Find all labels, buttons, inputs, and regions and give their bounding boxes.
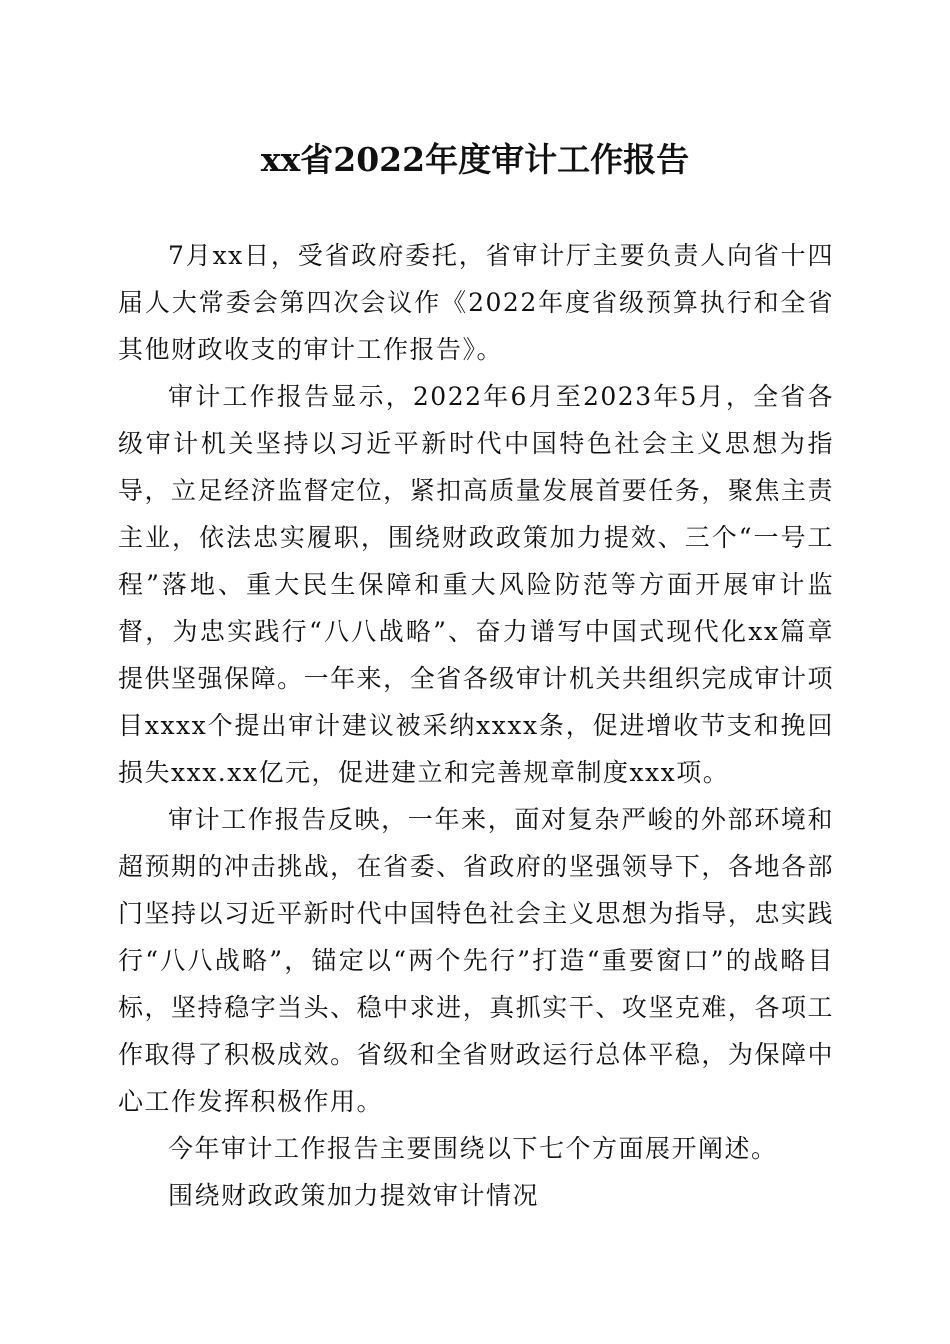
section-heading: 围绕财政政策加力提效审计情况 (168, 1181, 540, 1210)
paragraph-outline-intro: 今年审计工作报告主要围绕以下七个方面展开阐述。 (168, 1134, 778, 1163)
paragraph-report-summary: 审计工作报告显示，2022年6月至2023年5月，全省各级审计机关坚持以习近平新时代中国特色社会主义思想为指导，立足经济监督定位，紧扣高质量发展首要任务，聚焦主责主业，依法忠实履职，围绕财政政策加力提效、三个“一号工程”落地、重大民生保障和重大风险防范等方面开展审计监督，为忠实践行“八八战略”、奋力谱写中国式现代化xx篇章提供坚强保障。一年来，全省各级审计机关共组织完成审计项目xxxx个提出审计建议被采纳xxxx条，促进增收节支和挽回损失xxx.xx亿元，促进建立和完善规章制度xxx项。 (118, 382, 834, 787)
paragraph-report-reflection: 审计工作报告反映，一年来，面对复杂严峻的外部环境和超预期的冲击挑战，在省委、省政府的坚强领导下，各地各部门坚持以习近平新时代中国特色社会主义思想为指导，忠实践行“八八战略”，锚定以“两个先行”打造“重要窗口”的战略目标，坚持稳字当头、稳中求进，真抓实干、攻坚克难，各项工作取得了积极成效。省级和全省财政运行总体平稳，为保障中心工作发挥积极作用。 (118, 805, 834, 1116)
document-body (118, 232, 834, 1219)
paragraph-intro: 7月xx日，受省政府委托，省审计厅主要负责人向省十四届人大常委会第四次会议作《2022年度省级预算执行和全省其他财政收支的审计工作报告》。 (118, 241, 834, 364)
document-title: xx省2022年度审计工作报告 (260, 140, 690, 179)
